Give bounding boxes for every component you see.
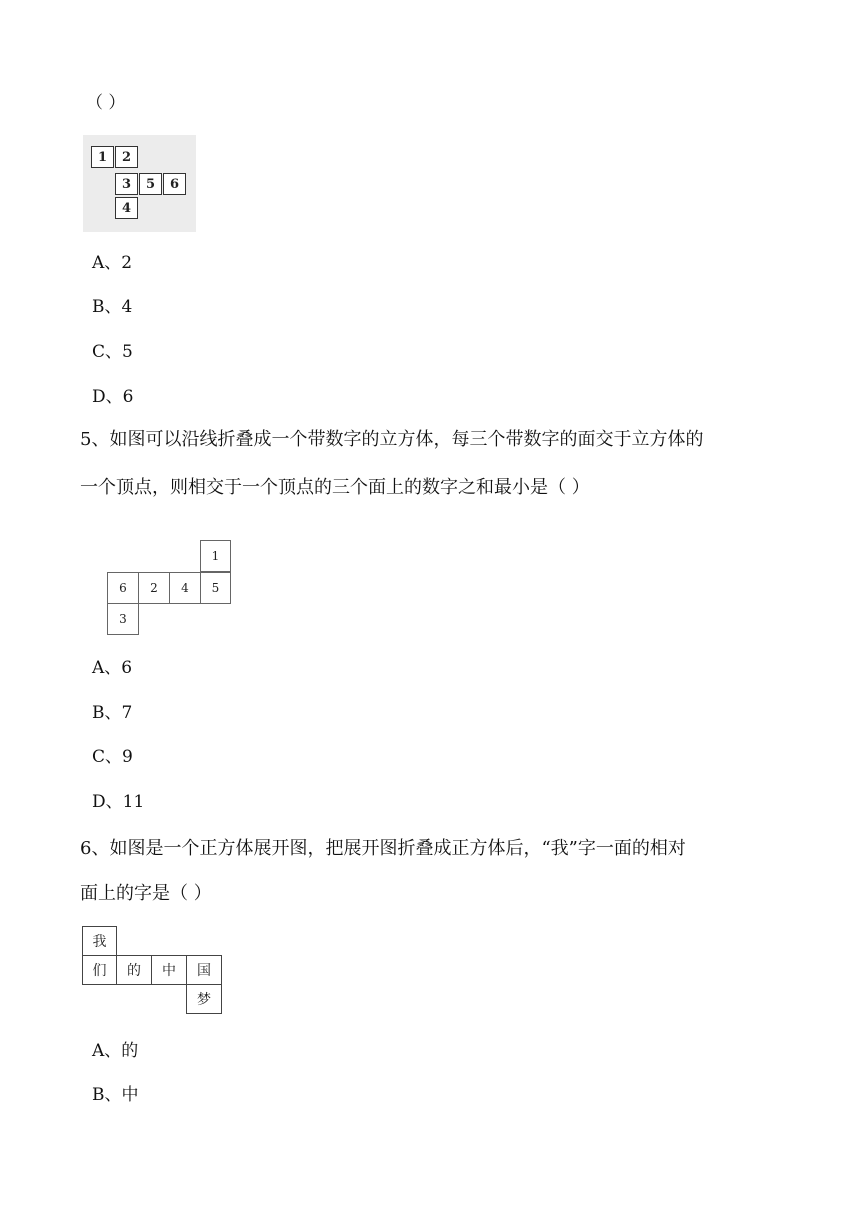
- q5-question-line-2: 一个顶点，则相交于一个顶点的三个面上的数字之和最小是（ ）: [80, 477, 590, 498]
- net-face: 6: [163, 173, 186, 195]
- q6-option-b: B、中: [92, 1085, 139, 1105]
- q4-option-b: B、4: [92, 297, 133, 317]
- q5-option-b: B、7: [92, 703, 133, 723]
- net-face: 5: [139, 173, 162, 195]
- q6-question-line-2: 面上的字是（ ）: [80, 883, 212, 904]
- net-face: 我: [82, 926, 117, 956]
- q5-option-d: D、11: [92, 792, 145, 812]
- q4-cube-net-figure: [83, 135, 196, 232]
- q4-option-a: A、2: [92, 253, 133, 273]
- net-face: 4: [169, 572, 201, 604]
- q5-option-a: A、6: [92, 658, 133, 678]
- q4-option-c: C、5: [92, 342, 133, 362]
- net-face: 1: [200, 540, 231, 572]
- net-face: 6: [107, 572, 139, 604]
- q5-option-c: C、9: [92, 747, 133, 767]
- q5-cube-net-figure: [106, 540, 234, 637]
- net-face: 2: [115, 146, 138, 168]
- net-face: 2: [138, 572, 170, 604]
- q6-question-line-1: 6、如图是一个正方体展开图，把展开图折叠成正方体后，“我”字一面的相对: [80, 838, 686, 859]
- q5-question-line-1: 5、如图可以沿线折叠成一个带数字的立方体，每三个带数字的面交于立方体的: [80, 429, 704, 450]
- q4-answer-blank: （ ）: [86, 93, 126, 113]
- net-face: 3: [107, 603, 139, 635]
- net-face: 梦: [186, 984, 222, 1014]
- q4-option-d: D、6: [92, 387, 134, 407]
- net-face: 5: [200, 572, 231, 604]
- net-face: 4: [115, 197, 138, 219]
- net-face: 3: [115, 173, 138, 195]
- net-face: 们: [82, 955, 117, 985]
- net-face: 中: [151, 955, 187, 985]
- net-face: 国: [186, 955, 222, 985]
- q6-cube-net-figure: [82, 926, 224, 1019]
- q6-option-a: A、的: [92, 1041, 139, 1061]
- net-face: 的: [116, 955, 152, 985]
- net-face: 1: [91, 146, 114, 168]
